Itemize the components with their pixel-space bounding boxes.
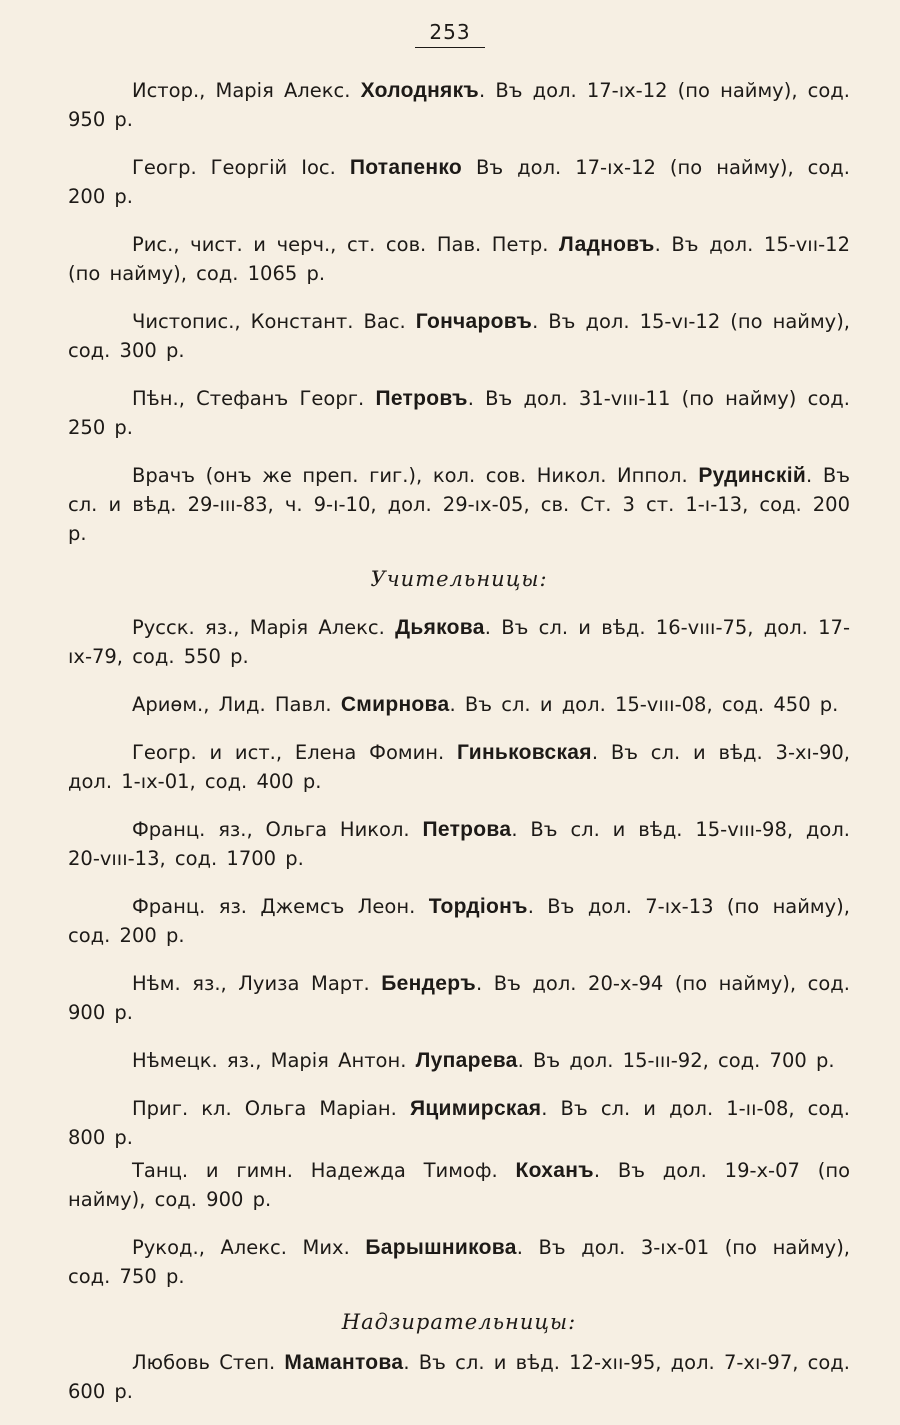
person-surname: Гиньковская	[457, 741, 592, 764]
person-surname: Лупарева	[415, 1049, 518, 1072]
person-surname: Потапенко	[349, 156, 462, 179]
entry-text: Врачъ (онъ же преп. гиг.), кол. сов. Никол. Иппол.	[132, 464, 699, 487]
page-number: 253	[415, 20, 484, 48]
entry-details: . Въ дол. 7-ıх-13 (по найму), сод. 200 р.	[68, 895, 850, 947]
entry-details: Въ дол. 17-ıх-12 (по найму), сод. 200 р.	[68, 156, 850, 208]
person-surname: Петрова	[422, 818, 512, 841]
person-surname: Холоднякъ	[360, 79, 480, 102]
entry-text: Геогр. и ист., Елена Фомин.	[132, 741, 458, 764]
list-item	[68, 76, 850, 134]
supervisors-list	[68, 1348, 850, 1406]
entry-text: Геогр. Георгій Іос.	[132, 156, 350, 179]
entry-details: . Въ дол. 31-vııı-11 (по найму) сод. 250 р.	[68, 387, 850, 439]
list-item	[68, 307, 850, 365]
person-surname: Рудинскій	[698, 464, 807, 487]
list-item	[68, 1233, 850, 1291]
section-heading-supervisors: Надзирательницы:	[341, 1310, 577, 1334]
person-surname: Яцимирская	[409, 1097, 542, 1120]
entry-details: . Въ дол. 17-ıх-12 (по найму), сод. 950 р.	[68, 79, 850, 131]
entry-text: Любовь Степ.	[132, 1351, 285, 1374]
entry-details: . Въ сл. и вѣд. 3-хı-90, дол. 1-ıх-01, сод. 400 р.	[68, 741, 850, 793]
staff-list	[68, 76, 850, 548]
person-surname: Петровъ	[375, 387, 468, 410]
list-item	[68, 461, 850, 548]
list-item	[68, 384, 850, 442]
entry-text: Рис., чист. и черч., ст. сов. Пав. Петр.	[132, 233, 560, 256]
list-item	[68, 1046, 850, 1075]
list-item	[68, 230, 850, 288]
person-surname: Смирнова	[340, 693, 450, 716]
person-surname: Ладновъ	[559, 233, 655, 256]
list-item	[68, 892, 850, 950]
list-item	[68, 1094, 850, 1152]
entry-text: Франц. яз. Джемсъ Леон.	[132, 895, 429, 918]
entry-text: Истор., Марія Алекс.	[132, 79, 361, 102]
entry-details: . Въ дол. 3-ıх-01 (по найму), сод. 750 р.	[68, 1236, 850, 1288]
page-header	[0, 20, 900, 48]
entry-details: . Въ дол. 15-ııı-92, сод. 700 р.	[517, 1049, 835, 1072]
entry-text: Чистопис., Констант. Вас.	[132, 310, 416, 333]
entry-text: Танц. и гимн. Надежда Тимоф.	[132, 1159, 516, 1182]
person-surname: Бендеръ	[381, 972, 476, 995]
page-body	[68, 76, 850, 1425]
person-surname: Мамантова	[284, 1351, 404, 1374]
entry-text: Приг. кл. Ольга Маріан.	[132, 1097, 410, 1120]
entry-details: . Въ сл. и дол. 1-ıı-08, сод. 800 р.	[68, 1097, 850, 1149]
list-item	[68, 738, 850, 796]
person-surname: Коханъ	[515, 1159, 594, 1182]
person-surname: Дьякова	[395, 616, 485, 639]
list-item	[68, 1348, 850, 1406]
entry-details: . Въ дол. 15-vı-12 (по найму), сод. 300 р.	[68, 310, 851, 362]
entry-details: . Въ дол. 15-vıı-12 (по найму), сод. 1065 р.	[68, 233, 850, 285]
entry-details: . Въ дол. 19-х-07 (по найму), сод. 900 р.	[68, 1159, 851, 1211]
entry-text: Нѣм. яз., Луиза Март.	[132, 972, 382, 995]
list-item	[68, 1156, 850, 1214]
section-heading-teachers: Учительницы:	[370, 567, 548, 591]
person-surname: Гончаровъ	[415, 310, 533, 333]
entry-text: Франц. яз., Ольга Никол.	[132, 818, 423, 841]
list-item	[68, 969, 850, 1027]
entry-details: . Въ сл. и вѣд. 12-хıı-95, дол. 7-хı-97, сод. 600 р.	[68, 1351, 850, 1403]
list-item	[68, 815, 850, 873]
person-surname: Барышникова	[365, 1236, 517, 1259]
entry-text: Пѣн., Стефанъ Георг.	[132, 387, 376, 410]
list-item	[68, 153, 850, 211]
entry-text: Рукод., Алекс. Мих.	[132, 1236, 366, 1259]
entry-details: . Въ сл. и вѣд. 29-ııı-83, ч. 9-ı-10, дол. 29-ıх-05, св. Ст. 3 ст. 1-ı-13, сод. 200 р.	[68, 464, 850, 545]
person-surname: Тордіонъ	[428, 895, 528, 918]
entry-text: Нѣмецк. яз., Марія Антон.	[132, 1049, 416, 1072]
teachers-list	[68, 613, 850, 1291]
entry-details: . Въ сл. и вѣд. 15-vııı-98, дол. 20-vııı-13, сод. 1700 р.	[68, 818, 850, 870]
entry-details: . Въ сл. и вѣд. 16-vııı-75, дол. 17-ıх-79, сод. 550 р.	[68, 616, 850, 668]
list-item	[68, 613, 850, 671]
list-item	[68, 690, 850, 719]
entry-text: Ариѳм., Лид. Павл.	[132, 693, 341, 716]
entry-details: . Въ сл. и дол. 15-vııı-08, сод. 450 р.	[449, 693, 839, 716]
entry-details: . Въ дол. 20-х-94 (по найму), сод. 900 р.	[68, 972, 850, 1024]
entry-text: Русск. яз., Марія Алекс.	[132, 616, 396, 639]
